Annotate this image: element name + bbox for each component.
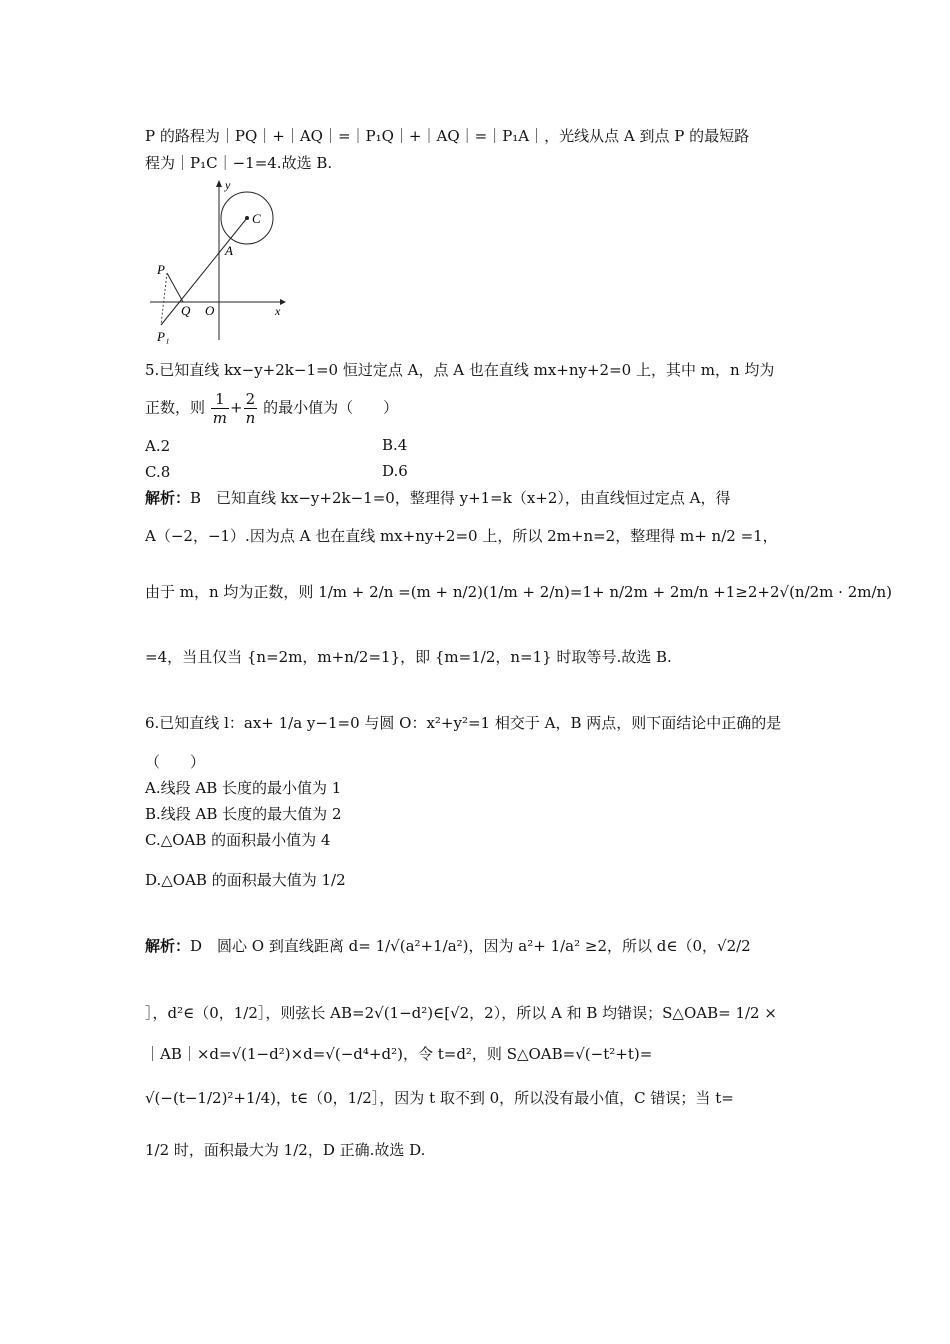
text-span: B 已知直线 kx−y+2k−1=0，整理得 y+1=k（x+2），由直线恒过定点 A，得: [190, 489, 731, 507]
solution-5-line4: =4，当且仅当 {n=2m，m+n/2=1}，即 {m=1/2，n=1} 时取等号.故选 B.: [145, 648, 672, 666]
label-p1: P₁: [157, 329, 170, 344]
solution-6-line2: ］，d²∈（0，1/2］，则弦长 AB=2√(1−d²)∈[√2，2），所以 A 和 B 均错误；S△OAB= 1/2 ×: [145, 1004, 777, 1022]
text-line: P 的路程为｜PQ｜+｜AQ｜=｜P₁Q｜+｜AQ｜=｜P₁A｜，光线从点 A 到点 P 的最短路: [145, 127, 750, 145]
text-span: 正数，则: [145, 398, 206, 417]
geometry-diagram: [145, 175, 295, 350]
label-c: C: [252, 211, 261, 226]
segment-p-q: [167, 273, 183, 302]
label-o: O: [205, 303, 215, 318]
label-x: x: [275, 304, 281, 318]
option-b: B.4: [382, 436, 408, 454]
text-span: 的最小值为（ ）: [263, 398, 399, 417]
text-line: 程为｜P₁C｜−1=4.故选 B.: [145, 154, 333, 172]
option-d: D.6: [382, 462, 408, 480]
text-span: D 圆心 O 到直线距离 d= 1/√(a²+1/a²)，因为 a²+ 1/a² ≥2，所以 d∈（0，√2/2: [190, 937, 751, 955]
solution-6-line1: [145, 936, 751, 956]
fraction: $\frac{2}{n}$: [245, 390, 256, 427]
segment-p1-c: [161, 218, 247, 325]
solution-5-line1: [145, 488, 731, 508]
solution-6-line3: ｜AB｜×d=√(1−d²)×d=√(−d⁴+d²)，令 t=d²，则 S△OAB=√(−t²+t)=: [145, 1045, 653, 1063]
label-y: y: [225, 178, 231, 192]
solution-5-line2: A（−2，−1）.因为点 A 也在直线 mx+ny+2=0 上，所以 2m+n=2，整理得 m+ n/2 =1，: [145, 527, 778, 545]
option-c: C.8: [145, 463, 171, 481]
question-5-line1: 5.已知直线 kx−y+2k−1=0 恒过定点 A，点 A 也在直线 mx+ny+2=0 上，其中 m，n 均为: [145, 361, 775, 379]
solution-6-line5: 1/2 时，面积最大为 1/2，D 正确.故选 D.: [145, 1141, 426, 1159]
x-axis-arrow: [280, 299, 286, 305]
option-d: D.△OAB 的面积最大值为 1/2: [145, 871, 346, 889]
fraction: $\frac{1}{m}$: [212, 390, 228, 427]
label-p: P: [157, 262, 165, 277]
option-a: A.线段 AB 长度的最小值为 1: [145, 779, 342, 797]
option-c: C.△OAB 的面积最小值为 4: [145, 831, 331, 849]
option-b: B.线段 AB 长度的最大值为 2: [145, 805, 342, 823]
label-q: Q: [181, 303, 191, 318]
solution-label: 解析：: [145, 489, 191, 507]
question-5-line2: 正数，则 $\frac{1}{m}$ + $\frac{2}{n}$ 的最小值为（ ）: [145, 390, 399, 427]
segment-p-p1: [161, 273, 167, 325]
solution-5-line3: 由于 m，n 均为正数，则 1/m + 2/n =(m + n/2)(1/m + 2/n)=1+ n/2m + 2m/n +1≥2+2√(n/2m · 2m/n): [145, 583, 893, 601]
question-6-line2: （ ）: [145, 753, 206, 771]
label-a: A: [225, 243, 233, 258]
solution-label: 解析：: [145, 937, 191, 955]
question-6-line1: 6.已知直线 l：ax+ 1/a y−1=0 与圆 O：x²+y²=1 相交于 A，B 两点，则下面结论中正确的是: [145, 714, 782, 732]
y-axis-arrow: [216, 180, 222, 187]
solution-6-line4: √(−(t−1/2)²+1/4)，t∈（0，1/2］，因为 t 取不到 0，所以没有最小值，C 错误；当 t=: [145, 1089, 734, 1107]
option-a: A.2: [145, 437, 171, 455]
